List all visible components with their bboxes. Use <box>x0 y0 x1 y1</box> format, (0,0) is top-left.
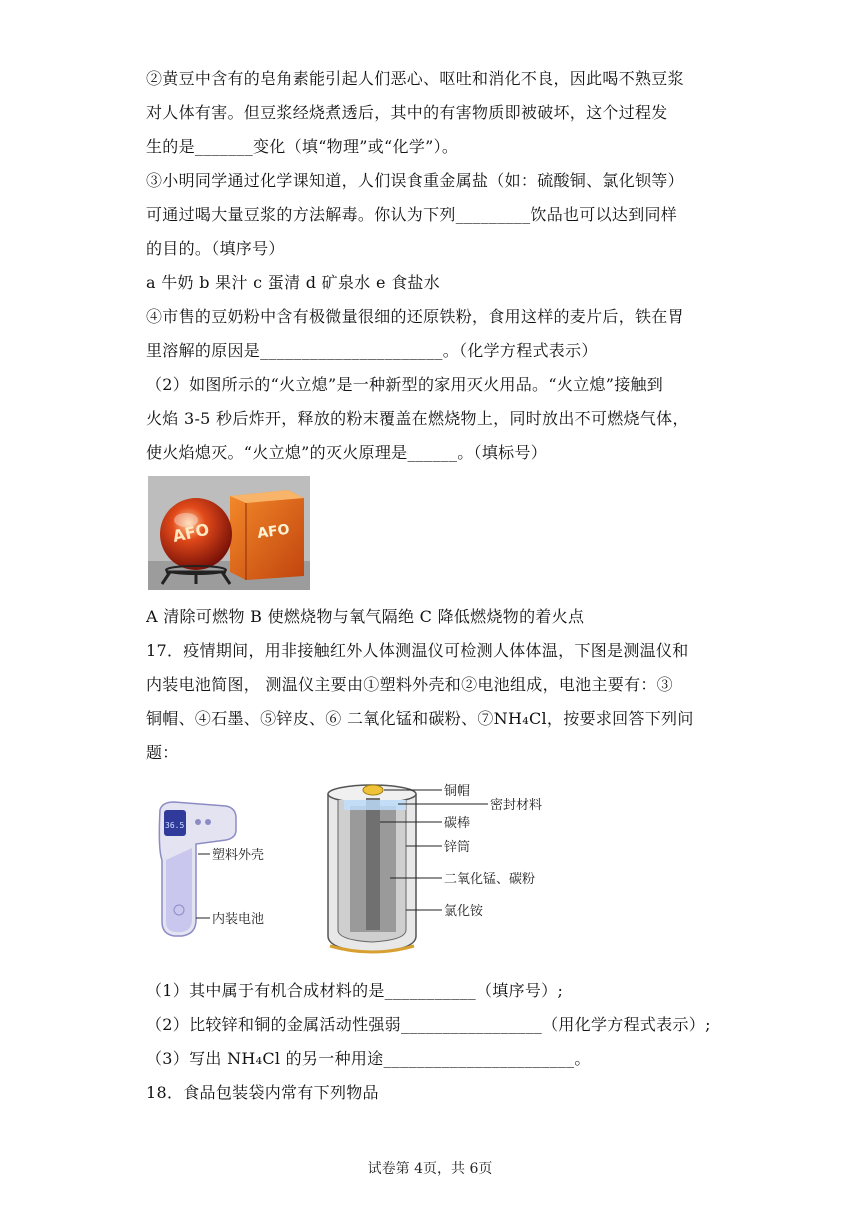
thermometer-display: 36.5 <box>165 821 185 830</box>
label-zinc-can: 锌筒 <box>444 840 471 855</box>
question-17-sub-2: （2）比较锌和铜的金属活动性强弱_________________（用化学方程式表示）; <box>146 1015 711 1034</box>
question-17-sub-1: （1）其中属于有机合成材料的是___________（填序号）; <box>146 981 564 1000</box>
answer-options-extinguish: A 清除可燃物 B 使燃烧物与氧气隔绝 C 降低燃烧物的着火点 <box>146 607 585 626</box>
text-line: 里溶解的原因是______________________。（化学方程式表示） <box>146 341 598 360</box>
text-line: ③小明同学通过化学课知道，人们误食重金属盐（如：硫酸铜、氯化钡等） <box>146 171 684 190</box>
battery-diagram <box>322 780 562 960</box>
answer-options-beverages: a 牛奶 b 果汁 c 蛋清 d 矿泉水 e 食盐水 <box>146 273 441 292</box>
thermometer-battery-figure <box>146 780 726 960</box>
text-line: 火焰 3-5 秒后炸开，释放的粉末覆盖在燃烧物上，同时放出不可燃烧气体， <box>146 409 689 428</box>
ball-logo-text: AFO <box>170 519 211 546</box>
text-line: ②黄豆中含有的皂角素能引起人们恶心、呕吐和消化不良，因此喝不熟豆浆 <box>146 69 684 88</box>
question-17-text: 内装电池简图， 测温仪主要由①塑料外壳和②电池组成，电池主要有：③ <box>146 675 673 694</box>
box-logo-text: AFO <box>256 521 291 542</box>
question-17-text: 铜帽、④石墨、⑤锌皮、⑥ 二氧化锰和碳粉、⑦NH₄Cl，按要求回答下列问 <box>146 709 694 728</box>
label-plastic-shell: 塑料外壳 <box>212 848 265 863</box>
label-ammonium-chloride: 氯化铵 <box>444 904 484 919</box>
question-17-sub-3: （3）写出 NH₄Cl 的另一种用途_______________________。 <box>146 1049 591 1068</box>
label-copper-cap: 铜帽 <box>444 784 471 799</box>
text-line: 可通过喝大量豆浆的方法解毒。你认为下列_________饮品也可以达到同样 <box>146 205 678 224</box>
label-carbon-rod: 碳棒 <box>444 816 471 831</box>
page-footer: 试卷第 4页，共 6页 <box>367 1161 493 1177</box>
label-inner-battery: 内装电池 <box>212 912 265 927</box>
question-17-text: 17．疫情期间，用非接触红外人体测温仪可检测人体体温，下图是测温仪和 <box>146 641 689 660</box>
label-mno2-carbon-powder: 二氧化锰、碳粉 <box>444 872 536 887</box>
question-17-text: 题： <box>146 743 179 762</box>
text-line: 生的是_______变化（填“物理”或“化学”）。 <box>146 137 459 156</box>
text-line: （2）如图所示的“火立熄”是一种新型的家用灭火用品。“火立熄”接触到 <box>146 375 664 394</box>
fire-extinguisher-photo <box>148 476 310 590</box>
question-18-text: 18．食品包装袋内常有下列物品 <box>146 1083 379 1102</box>
text-line: 的目的。（填序号） <box>146 239 285 258</box>
thermometer-illustration <box>152 800 302 950</box>
text-line: 对人体有害。但豆浆经烧煮透后，其中的有害物质即被破坏，这个过程发 <box>146 103 668 122</box>
text-line: ④市售的豆奶粉中含有极微量很细的还原铁粉，食用这样的麦片后，铁在胃 <box>146 307 684 326</box>
text-line: 使火焰熄灭。“火立熄”的灭火原理是______。（填标号） <box>146 443 548 462</box>
question-content <box>146 62 726 1110</box>
label-seal-material: 密封材料 <box>490 798 543 813</box>
